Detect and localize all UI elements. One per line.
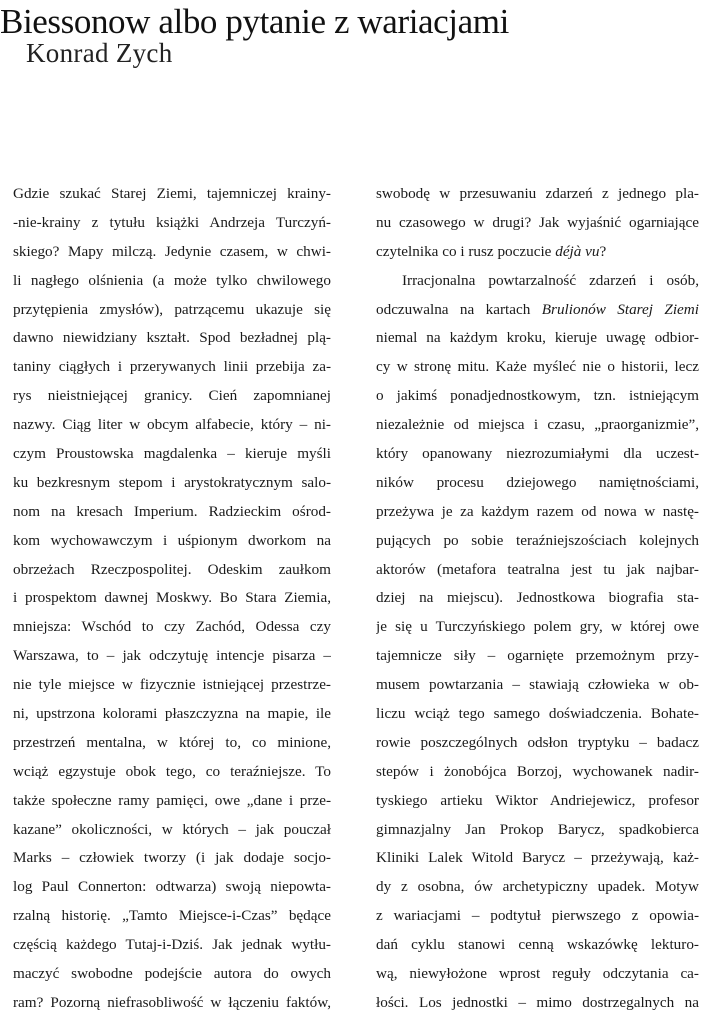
text-line: kazane” okoliczności, w których – jak pouczał — [13, 820, 331, 838]
text-line: i prospektom dawnej Moskwy. Bo Stara Ziemia, — [13, 589, 331, 607]
text-line: kom wychowawczym i uśpionym dworkom na — [13, 531, 331, 549]
text-line: o jakimś ponadjednostkowym, tzn. istniejącym — [376, 387, 699, 405]
text-line: ników procesu dziejowego namiętnościami, — [376, 473, 699, 491]
text-line: swobodę w przesuwaniu zdarzeń z jednego pla- — [376, 185, 699, 202]
text-line: mniejsza: Wschód to czy Zachód, Odessa czy — [13, 618, 331, 636]
text-line — [376, 238, 699, 267]
text-line: nazwy. Ciąg liter w obcym alfabecie, który – ni- — [13, 416, 331, 434]
text-line: przeżywa je za każdym razem od nowa w nastę- — [376, 502, 699, 520]
text-line: łości. Los jednostki – mimo dostrzegalnych na — [376, 993, 699, 1011]
text-column-right — [376, 180, 699, 1018]
text-line: je się u Turczyńskiego polem gry, w której owe — [376, 618, 699, 636]
text-line: Warszawa, to – jak odczytuję intencje pisarza – — [13, 647, 331, 665]
text-line: przestrzeń mentalna, w której to, co minione, — [13, 733, 331, 751]
text-line: ku bezkresnym stepom i arystokratycznym salo- — [13, 473, 331, 491]
text-segment: odczuwalna na kartach — [376, 300, 542, 318]
text-line: niezależnie od miejsca i czasu, „praorganizmie”, — [376, 416, 699, 434]
text-line: -nie-krainy z tytułu książki Andrzeja Turczyń- — [13, 213, 331, 231]
text-line: ni, upstrzona kolorami płaszczyzna na mapie, ile — [13, 705, 331, 723]
text-line: częścią każdego Tutaj-i-Dziś. Jak jednak wytłu- — [13, 936, 331, 954]
text-column-left — [13, 180, 331, 1018]
italic-title: Brulionów Starej Ziemi — [541, 300, 699, 318]
text-line: li nagłego olśnienia (a może tylko chwilowego — [13, 271, 331, 289]
text-segment: ? — [599, 242, 607, 260]
text-line: dy z osobna, ów archetypiczny upadek. Motyw — [376, 878, 699, 896]
text-line: musem powtarzania – stawiają człowieka w ob- — [376, 676, 699, 694]
text-line: czym Proustowska magdalenka – kieruje myśli — [13, 445, 331, 463]
text-line: Kliniki Lalek Witold Barycz – przeżywają, każ- — [376, 849, 699, 867]
article-title: Biessonow albo pytanie z wariacjami — [0, 2, 509, 41]
text-line: rzalną historię. „Tamto Miejsce-i-Czas” będące — [13, 907, 331, 925]
text-line: nu czasowego w drugi? Jak wyjaśnić ogarniające — [376, 213, 699, 231]
text-segment: czytelnika co i rusz poczucie — [376, 242, 556, 260]
text-line: log Paul Connerton: odtwarza) swoją niepowta- — [13, 878, 331, 896]
text-line: stepów i żonobójca Borzoj, wychowanek nadir- — [376, 762, 699, 780]
text-line: liczu wciąż tego samego doświadczenia. Bohate- — [376, 705, 699, 723]
text-line: który opanowany niezrozumiałymi dla uczest- — [376, 445, 699, 463]
text-line: obrzeżach Rzeczpospolitej. Odeskim zaułkom — [13, 560, 331, 578]
text-line: ram? Pozorną niefrasobliwość w łączeniu faktów, — [13, 993, 331, 1011]
italic-title: déjà vu — [555, 242, 600, 260]
text-line: niemal na każdym kroku, kieruje uwagę odbior- — [376, 329, 699, 347]
text-line: rys nieistniejącej granicy. Cień zapomnianej — [13, 387, 331, 405]
text-line: wciąż egzystuje obok tego, co teraźniejsze. To — [13, 762, 331, 780]
text-line: dań cyklu stanowi cenną wskazówkę lekturo- — [376, 936, 699, 954]
text-line: dawno niewidziany kształt. Spod bezładnej plą- — [13, 329, 331, 347]
text-line: cy w stronę mitu. Każe myśleć nie o historii, lecz — [376, 358, 699, 376]
text-line: z wariacjami – podtytuł pierwszego z opowia- — [376, 907, 699, 925]
text-line: Irracjonalna powtarzalność zdarzeń i osób, — [402, 271, 699, 289]
text-line: pujących po sobie teraźniejszościach kolejnych — [376, 531, 699, 549]
text-line: nie tyle miejsce w fizycznie istniejącej przestrze- — [13, 676, 331, 694]
text-line: także społeczne ramy pamięci, owe „dane i prze- — [13, 791, 331, 809]
text-line: taniny ciągłych i przerywanych linii przebija za- — [13, 358, 331, 376]
text-line: Marks – człowiek tworzy (i jak dodaje socjo- — [13, 849, 331, 867]
text-line: skiego? Mapy milczą. Jedynie czasem, w chwi- — [13, 242, 331, 260]
text-line — [376, 296, 699, 325]
text-line: przytępienia zmysłów), patrzącemu ukazuje się — [13, 300, 331, 318]
text-line: tajemnicze siły – ogarnięte przemożnym przy- — [376, 647, 699, 665]
text-line: gimnazjalny Jan Prokop Barycz, spadkobierca — [376, 820, 699, 838]
text-line: rowie poszczególnych odsłon tryptyku – badacz — [376, 733, 699, 751]
text-line: Gdzie szukać Starej Ziemi, tajemniczej krainy- — [13, 185, 331, 202]
text-line: dziej na miejscu). Jednostkowa biografia sta- — [376, 589, 699, 607]
text-line: nom na kresach Imperium. Radzieckim ośrod- — [13, 502, 331, 520]
text-line: tyskiego artieku Wiktor Andriejewicz, profesor — [376, 791, 699, 809]
text-line: aktorów (metafora teatralna jest tu jak najbar- — [376, 560, 699, 578]
article-author: Konrad Zych — [26, 38, 173, 68]
text-line: wą, niewyłożone wprost reguły odczytania ca- — [376, 965, 699, 983]
text-line: maczyć swobodne podejście autora do owych — [13, 965, 331, 983]
